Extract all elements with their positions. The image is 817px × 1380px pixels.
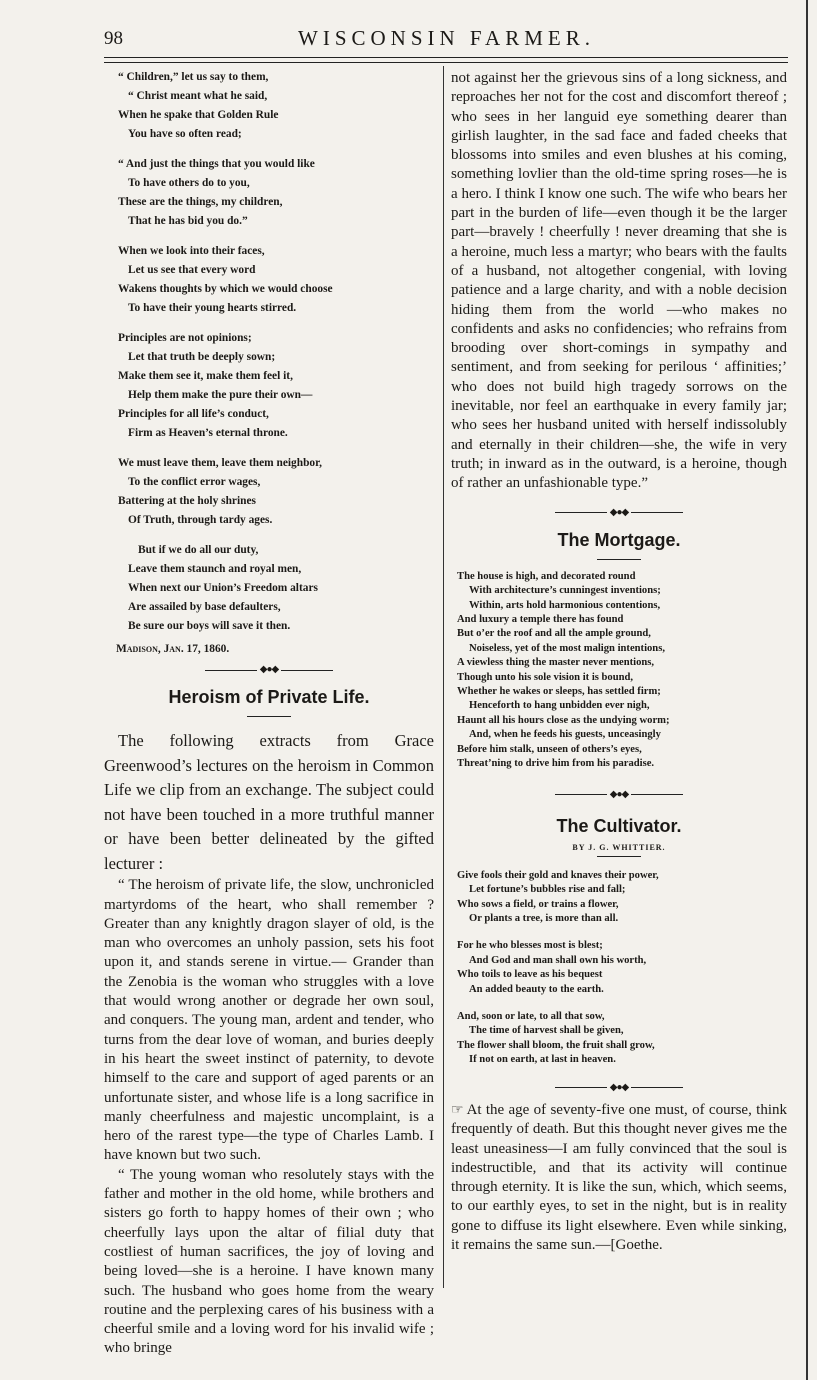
poem-stanza: [104, 454, 434, 530]
title-rule: [597, 856, 641, 857]
section-ornament: ◆●◆: [451, 506, 787, 520]
poem-line: Who sows a field, or trains a flower,: [457, 898, 619, 910]
column-divider: [443, 66, 444, 1288]
poem-line: Help them make the pure their own—: [128, 389, 313, 401]
poem-line: Leave them staunch and royal men,: [128, 563, 302, 575]
heroism-continued: [451, 69, 787, 494]
poem-line: The house is high, and decorated round: [457, 570, 636, 582]
poem-line: Of Truth, through tardy ages.: [128, 514, 273, 526]
heroism-paragraph: “ The heroism of private life, the slow, unchronicled martyrdoms of the heart, who shall remember ? Greater than any knightly dragon slayer of old, is the man who overcomes an unholy passion, sets his foot upon it, and stands serene in virtue.— Grander than the Zenobia is the woman who struggles with a love that would wrong another or degrade her own soul, and conquers. The young man, ardent and tender, who turns from the dear love of woman, and buries deeply in his heart the sweet instinct of paternity, to devote himself to the care and support of aged parents or an unfortunate sister, and whose life is a long sacrifice in manly cheerfulness and majestic uncomplaint, is a hero of the rarest type—the type of Charles Lamb. I have known but two such.: [104, 877, 434, 1164]
poem-signoff: Madison, Jan. 17, 1860.: [116, 643, 230, 655]
section-ornament: ◆●◆: [104, 663, 434, 677]
poem-line: Let fortune’s bubbles rise and fall;: [469, 884, 626, 896]
poem-line: Before him stalk, unseen of others’s eyes,: [457, 743, 642, 755]
poem-line: To have others do to you,: [128, 177, 250, 189]
poem-line: We must leave them, leave them neighbor,: [118, 457, 322, 469]
poem-line: To have their young hearts stirred.: [128, 302, 297, 314]
poem-line: “ Children,” let us say to them,: [118, 71, 269, 83]
poem-line: The time of harvest shall be given,: [469, 1025, 624, 1037]
cultivator-poem: [451, 869, 787, 1068]
page-edge-rule: [806, 0, 808, 1380]
heroism-body: [104, 876, 434, 1358]
poem-line: Wakens thoughts by which we would choose: [118, 283, 333, 295]
poem-line: Or plants a tree, is more than all.: [469, 913, 619, 925]
poem-stanza: [451, 1010, 787, 1068]
poem-stanza: [104, 541, 434, 636]
header-rule: [104, 57, 788, 58]
poem-line: Principles are not opinions;: [118, 332, 252, 344]
poem-line: Make them see it, make them feel it,: [118, 370, 293, 382]
goethe-item: [451, 1101, 787, 1255]
left-column: [104, 66, 434, 1357]
right-column: [451, 66, 787, 1296]
poem-line: Noiseless, yet of the most malign intentions,: [469, 642, 665, 654]
poem-line: But o’er the roof and all the ample ground,: [457, 628, 651, 640]
poem-line: Principles for all life’s conduct,: [118, 408, 269, 420]
poem-line: And God and man shall own his worth,: [469, 954, 647, 966]
poem-continued: [104, 68, 434, 636]
header-rule-secondary: [104, 62, 788, 63]
poem-line: For he who blesses most is blest;: [457, 940, 603, 952]
poem-line: Within, arts hold harmonious contentions,: [469, 599, 661, 611]
poem-line: When he spake that Golden Rule: [118, 109, 279, 121]
poem-stanza: [104, 329, 434, 443]
poem-line: Let that truth be deeply sown;: [128, 351, 276, 363]
poem-line: And, soon or late, to all that sow,: [457, 1011, 605, 1023]
poem-line: The flower shall bloom, the fruit shall grow,: [457, 1039, 655, 1051]
cultivator-byline: BY J. G. WHITTIER.: [572, 842, 666, 852]
poem-line: That he has bid you do.”: [128, 215, 248, 227]
poem-line: Firm as Heaven’s eternal throne.: [128, 427, 288, 439]
poem-line: Haunt all his hours close as the undying worm;: [457, 714, 670, 726]
heroism-intro: The following extracts from Grace Greenwood’s lectures on the heroism in Common Life we clip from an exchange. The subject could not have been touched in a more truthful manner or have been better delineated by the gifted lecturer :: [104, 731, 434, 873]
poem-line: Whether he wakes or sleeps, has settled firm;: [457, 686, 661, 698]
poem-line: You have so often read;: [128, 128, 242, 140]
poem-stanza: [104, 155, 434, 231]
poem-line: When next our Union’s Freedom altars: [128, 582, 318, 594]
poem-line: But if we do all our duty,: [138, 544, 259, 556]
section-ornament: ◆●◆: [451, 788, 787, 802]
section-ornament: ◆●◆: [451, 1081, 787, 1095]
heroism-paragraph: “ The young woman who resolutely stays with the father and mother in the old home, while brothers and sisters go forth to happy homes of their own ; who cheerfully lays upon the altar of filial duty that costliest of human sacrifices, the joy of loving and being loved—she is a heroine. I have known many such. The husband who goes home from the weary routine and the perplexing cares of his business with a cheerful smile and a loving word for his invalid wife ; who bringe: [104, 1166, 434, 1357]
poem-line: Henceforth to hang unbidden ever nigh,: [469, 700, 650, 712]
poem-line: An added beauty to the earth.: [469, 983, 604, 995]
title-rule: [597, 559, 641, 560]
poem-line: Give fools their gold and knaves their power,: [457, 869, 659, 881]
heroism-title: Heroism of Private Life.: [168, 687, 370, 708]
pointing-hand-icon: ☞: [451, 1102, 464, 1118]
poem-line: With architecture’s cunningest inventions;: [469, 585, 661, 597]
poem-stanza: [451, 939, 787, 997]
page-number: 98: [104, 28, 123, 49]
poem-line: Are assailed by base defaulters,: [128, 601, 281, 613]
mortgage-poem: [451, 570, 787, 772]
cultivator-title: The Cultivator.: [556, 815, 682, 836]
poem-line: Battering at the holy shrines: [118, 495, 256, 507]
goethe-text: At the age of seventy-five one must, of course, think frequently of death. But this thought never gives me the least uneasiness—I am fully convinced that the soul is indestructible, and that its activity will continue through eternity. It is like the sun, which, which seems, to our earthly eyes, to set in the night, but is in reality gone to diffuse its light elsewhere. Even while sinking, it remains the same sun.—[Goethe.: [451, 1101, 787, 1254]
mortgage-title: The Mortgage.: [557, 529, 681, 550]
poem-stanza: [104, 242, 434, 318]
poem-line: And luxury a temple there has found: [457, 614, 624, 626]
poem-line: Let us see that every word: [128, 264, 256, 276]
poem-line: A viewless thing the master never mentions,: [457, 657, 655, 669]
running-head: WISCONSIN FARMER.: [298, 26, 595, 50]
poem-stanza: [104, 68, 434, 144]
poem-line: “ Christ meant what he said,: [128, 90, 268, 102]
heroism-paragraph-continued: not against her the grievous sins of a long sickness, and reproaches her not for the cost and discomfort thereof ; who sees in her languid eye something dearer than girlish laughter, in the sad face and faded cheeks that blossoms into smiles and even blushes at his coming, something lovlier than the old-time spring roses—he is a hero. I think I know one such. The wife who bears her part in the burden of life—even though it be the larger part—bravely ! cheerfully ! never dreaming that she is a heroine, much less a martyr; who bears with the faults of a husband, not altogether congenial, with loving patience and a large charity, and with a noble decision hiding them from the world —who makes no confidents and asks no confidencies; who refrains from brooding over short-comings in sympathy and sentiment, and from seeking for perilous ‘ affinities;’ who does not build high tragedy sorrows on the inevitable, nor feel an earthquake in every family jar; who sees her husband united with herself indissolubly and eternally in their children—she, the wife in very truth; in inward as in the outward, is a heroine, though of rather an unfashionable type.”: [451, 70, 787, 492]
poem-line: When we look into their faces,: [118, 245, 265, 257]
poem-stanza: [451, 869, 787, 927]
poem-line: And, when he feeds his guests, unceasingly: [469, 729, 661, 741]
poem-line: “ And just the things that you would like: [118, 158, 315, 170]
poem-line: Be sure our boys will save it then.: [128, 620, 291, 632]
poem-line: These are the things, my children,: [118, 196, 283, 208]
title-rule: [247, 716, 291, 717]
poem-line: If not on earth, at last in heaven.: [469, 1054, 616, 1066]
poem-line: Threat’ning to drive him from his paradise.: [457, 758, 655, 770]
poem-line: To the conflict error wages,: [128, 476, 261, 488]
poem-line: Though unto his sole vision it is bound,: [457, 671, 634, 683]
poem-line: Who toils to leave as his bequest: [457, 969, 603, 981]
